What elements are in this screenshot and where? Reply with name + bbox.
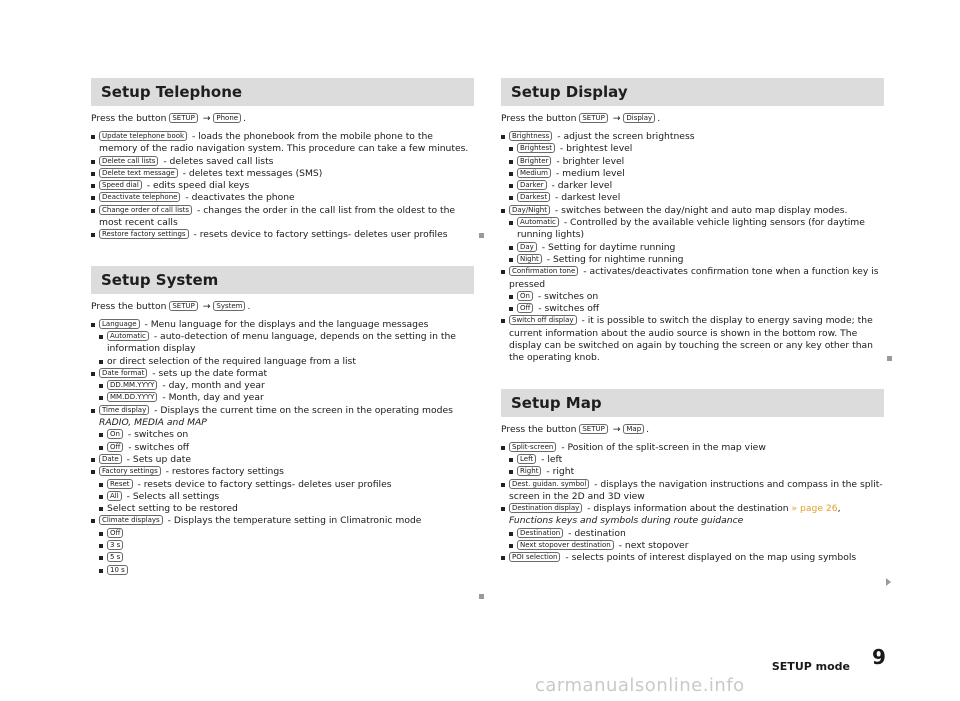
arrow: → xyxy=(612,423,621,435)
sub-item xyxy=(509,303,884,315)
item-text: - edits speed dial keys xyxy=(143,180,250,192)
menu-tag[interactable]: Deactivate telephone xyxy=(99,192,180,202)
item-text: - Controlled by the available vehicle lighting sensors (for daytime running lights) xyxy=(517,217,865,241)
phone-button[interactable]: Phone xyxy=(213,113,241,123)
item-text: - brightest level xyxy=(556,143,633,155)
press-text: Press the button xyxy=(91,113,167,124)
separator: , xyxy=(837,503,841,515)
menu-tag[interactable]: Darker xyxy=(517,180,547,190)
item-text: - loads the phonebook from the mobile phone to the memory of the radio navigation system. This procedure can take a few minutes. xyxy=(99,131,469,155)
sub-item xyxy=(99,540,474,552)
menu-tag[interactable]: Time display xyxy=(99,405,149,415)
sub-item xyxy=(99,331,474,356)
menu-tag[interactable]: Off xyxy=(107,528,123,538)
menu-tag[interactable]: Delete text message xyxy=(99,168,178,178)
press-text: Press the button xyxy=(91,300,167,312)
item-text: - deactivates the phone xyxy=(182,192,295,204)
menu-tag[interactable]: Switch off display xyxy=(509,315,577,325)
sub-item xyxy=(509,291,884,303)
arrow: → xyxy=(612,113,621,124)
menu-tag[interactable]: All xyxy=(107,491,122,501)
item-text: - Displays the temperature setting in Climatronic mode xyxy=(164,515,422,527)
list-item xyxy=(501,131,884,205)
item-text: - changes the order in the call list from the oldest to the most recent calls xyxy=(99,204,456,229)
item-text: - destination xyxy=(565,527,626,539)
menu-tag[interactable]: Dest. guidan. symbol xyxy=(509,479,589,489)
setup-button[interactable]: SETUP xyxy=(579,424,608,434)
press-instruction-map xyxy=(501,424,884,436)
menu-tag[interactable]: Reset xyxy=(107,479,133,489)
system-button[interactable]: System xyxy=(213,301,245,311)
menu-tag[interactable]: Automatic xyxy=(107,331,149,341)
sub-item xyxy=(99,429,474,441)
menu-tag[interactable]: Day xyxy=(517,242,537,252)
menu-tag[interactable]: Brightest xyxy=(517,143,555,153)
menu-tag[interactable]: Factory settings xyxy=(99,466,161,476)
left-column xyxy=(91,78,474,577)
watermark: carmanualsonline.info xyxy=(535,675,745,696)
menu-tag[interactable]: MM.DD.YYYY xyxy=(107,392,157,402)
period: . xyxy=(247,300,251,312)
menu-tag[interactable]: Next stopover destination xyxy=(517,540,614,550)
menu-tag[interactable]: Delete call lists xyxy=(99,156,158,166)
item-text: - Selects all settings xyxy=(123,490,220,502)
menu-tag[interactable]: Change order of call lists xyxy=(99,205,192,215)
list-item xyxy=(91,454,474,466)
menu-tag[interactable]: Day/Night xyxy=(509,205,550,215)
item-text: - resets device to factory settings- deletes user profiles xyxy=(190,229,448,241)
sub-item xyxy=(509,180,884,192)
sub-item xyxy=(99,392,474,404)
list-item xyxy=(91,515,474,576)
item-text: - displays the navigation instructions and compass in the split-screen in the 2D and 3D view xyxy=(509,478,883,502)
section-end-icon xyxy=(479,594,484,599)
sub-item xyxy=(509,540,884,552)
list-item xyxy=(501,442,884,479)
menu-tag[interactable]: Automatic xyxy=(517,217,559,227)
menu-tag[interactable]: Date xyxy=(99,454,122,464)
item-text: - selects points of interest displayed on the map using symbols xyxy=(562,552,857,564)
item-text: - day, month and year xyxy=(159,380,265,392)
menu-tag[interactable]: Speed dial xyxy=(99,180,142,190)
menu-tag[interactable]: Left xyxy=(517,454,536,464)
sub-item xyxy=(509,254,884,266)
item-text: - sets up the date format xyxy=(149,367,268,379)
item-text: Select setting to be restored xyxy=(107,503,238,515)
item-text: - Setting for nightime running xyxy=(543,253,684,265)
section-end-icon xyxy=(887,356,892,361)
press-instruction-system xyxy=(91,301,474,313)
section-end-icon xyxy=(479,233,484,238)
page-number: 9 xyxy=(872,645,886,669)
item-italic: RADIO, MEDIA and MAP xyxy=(99,417,207,429)
sub-item xyxy=(509,528,884,540)
menu-tag[interactable]: On xyxy=(517,291,533,301)
item-text: - switches between the day/night and auto map display modes. xyxy=(552,204,848,216)
list-item xyxy=(501,552,884,564)
sub-item xyxy=(509,168,884,180)
sub-item xyxy=(509,192,884,204)
item-text: - switches off xyxy=(125,441,190,453)
list-item xyxy=(501,315,884,364)
list-item xyxy=(91,229,474,241)
setup-button[interactable]: SETUP xyxy=(579,113,608,123)
item-text: - Sets up date xyxy=(123,453,191,465)
section-title-display: Setup Display xyxy=(501,78,884,106)
period: . xyxy=(657,113,661,124)
sub-item xyxy=(99,552,474,564)
display-list xyxy=(501,131,884,365)
item-text: - switches on xyxy=(534,290,599,302)
list-item xyxy=(501,479,884,504)
continue-arrow-icon xyxy=(886,578,891,586)
item-text: - deletes saved call lists xyxy=(160,155,274,167)
item-text: or direct selection of the required language from a list xyxy=(107,355,356,367)
menu-tag[interactable]: Confirmation tone xyxy=(509,266,578,276)
setup-button[interactable]: SETUP xyxy=(169,301,198,311)
list-item xyxy=(91,192,474,204)
page-link[interactable]: » page 26 xyxy=(791,503,838,515)
item-text: - medium level xyxy=(553,167,625,179)
press-text: Press the button xyxy=(501,113,577,124)
item-text: - left xyxy=(538,453,563,465)
system-list xyxy=(91,319,474,577)
item-text: - restores factory settings xyxy=(162,466,284,478)
arrow: → xyxy=(202,113,211,124)
list-item xyxy=(91,405,474,454)
list-item xyxy=(501,266,884,315)
menu-tag[interactable]: POI selection xyxy=(509,552,560,562)
map-list xyxy=(501,442,884,565)
menu-tag[interactable]: Split-screen xyxy=(509,442,556,452)
list-item xyxy=(91,180,474,192)
sub-item xyxy=(99,528,474,540)
sub-item xyxy=(509,217,884,242)
item-text: - Setting for daytime running xyxy=(538,241,676,253)
sub-item xyxy=(99,479,474,491)
item-text: - auto-detection of menu language, depends on the setting in the information display xyxy=(107,330,456,355)
menu-tag[interactable]: Medium xyxy=(517,168,551,178)
item-text: - switches off xyxy=(535,303,600,315)
item-text: - activates/deactivates confirmation tone when a function key is pressed xyxy=(509,266,879,290)
press-text: Press the button xyxy=(501,423,577,435)
list-item xyxy=(91,368,474,405)
item-text: - Position of the split-screen in the map view xyxy=(558,441,766,453)
sub-item xyxy=(509,143,884,155)
menu-tag[interactable]: Brighter xyxy=(517,156,551,166)
item-text: - displays information about the destination xyxy=(584,503,792,515)
sub-item xyxy=(99,380,474,392)
menu-tag[interactable]: Destination display xyxy=(509,503,582,513)
menu-tag[interactable]: Destination xyxy=(517,528,563,538)
telephone-list xyxy=(91,131,474,242)
press-instruction-telephone xyxy=(91,113,474,125)
section-title-system: Setup System xyxy=(91,266,474,294)
sub-item xyxy=(99,491,474,503)
item-text: - Displays the current time on the screen in the operating modes xyxy=(151,404,453,416)
item-text: - Month, day and year xyxy=(159,392,264,404)
menu-tag[interactable]: 3 s xyxy=(107,540,123,550)
sub-item xyxy=(509,242,884,254)
list-item xyxy=(91,319,474,368)
menu-tag[interactable]: Off xyxy=(107,442,123,452)
list-item xyxy=(91,205,474,230)
section-title-map: Setup Map xyxy=(501,389,884,417)
list-item xyxy=(91,156,474,168)
menu-tag[interactable]: On xyxy=(107,429,123,439)
section-title-telephone: Setup Telephone xyxy=(91,78,474,106)
right-column xyxy=(501,78,884,565)
menu-tag[interactable]: Language xyxy=(99,319,140,329)
menu-tag[interactable]: Darkest xyxy=(517,192,550,202)
menu-tag[interactable]: Off xyxy=(517,303,533,313)
setup-button[interactable]: SETUP xyxy=(169,113,198,123)
sub-item xyxy=(99,503,474,515)
item-text: - darker level xyxy=(548,180,613,192)
item-text: - switches on xyxy=(124,429,189,441)
arrow: → xyxy=(202,300,211,312)
sub-item xyxy=(509,156,884,168)
sub-item xyxy=(99,442,474,454)
item-text: - brighter level xyxy=(553,155,625,167)
menu-tag[interactable]: Date format xyxy=(99,368,147,378)
period: . xyxy=(646,423,650,435)
sub-item xyxy=(509,454,884,466)
list-item xyxy=(91,131,474,156)
list-item xyxy=(91,168,474,180)
map-button[interactable]: Map xyxy=(623,424,644,434)
list-item xyxy=(501,503,884,552)
item-text: - next stopover xyxy=(615,540,689,552)
display-button[interactable]: Display xyxy=(623,113,655,123)
menu-tag[interactable]: DD.MM.YYYY xyxy=(107,380,157,390)
list-item xyxy=(501,205,884,266)
item-text: - it is possible to switch the display to energy saving mode; the current information about the audio source is shown in the bottom row. The display can be switched on again by touching the screen or any key other than the operating knob. xyxy=(509,315,873,364)
menu-tag[interactable]: Right xyxy=(517,466,541,476)
menu-tag[interactable]: Climate displays xyxy=(99,515,163,525)
item-text: - right xyxy=(543,466,575,478)
menu-tag[interactable]: Update telephone book xyxy=(99,131,187,141)
item-text: - resets device to factory settings- deletes user profiles xyxy=(134,478,392,490)
menu-tag[interactable]: Restore factory settings xyxy=(99,229,189,239)
sub-item xyxy=(99,356,474,368)
footer-label: SETUP mode xyxy=(771,660,850,673)
menu-tag[interactable]: Brightness xyxy=(509,131,552,141)
menu-tag[interactable]: Night xyxy=(517,254,542,264)
sub-item xyxy=(99,565,474,577)
item-text: - adjust the screen brightness xyxy=(554,131,695,142)
item-text: - Menu language for the displays and the language messages xyxy=(141,318,429,330)
item-italic: Functions keys and symbols during route guidance xyxy=(509,515,744,527)
item-text: - darkest level xyxy=(552,192,621,204)
item-text: - deletes text messages (SMS) xyxy=(179,167,323,179)
menu-tag[interactable]: 10 s xyxy=(107,565,128,575)
period: . xyxy=(243,113,246,124)
list-item xyxy=(91,466,474,515)
sub-item xyxy=(509,466,884,478)
press-instruction-display xyxy=(501,113,884,125)
menu-tag[interactable]: 5 s xyxy=(107,552,123,562)
